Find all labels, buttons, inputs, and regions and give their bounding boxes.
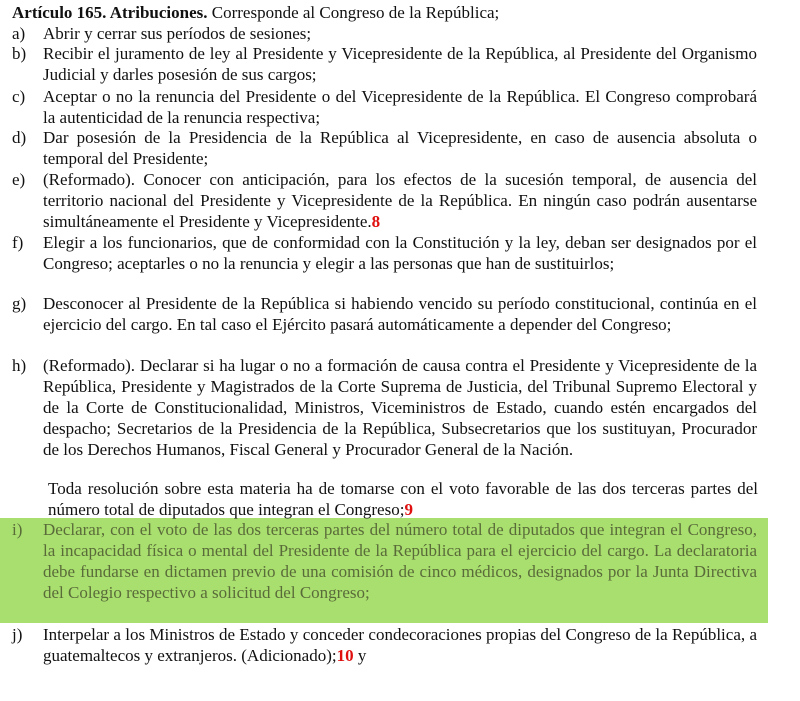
item-text-wrap: [43, 169, 757, 232]
item-g: [12, 293, 757, 335]
item-text-wrap: [43, 624, 757, 666]
item-b: [12, 43, 757, 85]
item-label: g): [12, 294, 27, 313]
item-label: h): [12, 356, 27, 375]
article-intro: Corresponde al Congreso de la República;: [207, 3, 500, 22]
item-label: d): [12, 128, 27, 147]
item-h-note: [48, 478, 758, 520]
item-text: Interpelar a los Ministros de Estado y conceder condecoraciones propias del Congreso de la República, a guatemaltecos y extranjeros. (Adicionado);: [43, 625, 757, 665]
item-text: Dar posesión de la Presidencia de la República al Vicepresidente, en caso de ausencia absoluta o temporal del Presidente;: [43, 128, 757, 168]
item-j: [12, 624, 757, 666]
item-c: [12, 86, 757, 128]
footnote-ref: 9: [404, 500, 413, 519]
item-a: [12, 23, 757, 44]
item-text: Elegir a los funcionarios, que de conformidad con la Constitución y la ley, deban ser designados por el Congreso; aceptarles o no la renuncia y elegir a las personas que han de sustituirlos;: [43, 233, 757, 273]
item-h: [12, 355, 757, 460]
item-text: Declarar, con el voto de las dos terceras partes del número total de diputados que integran el Congreso, la incapacidad física o mental del Presidente de la República para el ejercicio del cargo. La declaratoria debe fundarse en dictamen previo de una comisión de cinco médicos, designados por la Junta Directiva del Colegio respectivo a solicitud del Congreso;: [43, 520, 757, 602]
article-heading: [12, 2, 792, 23]
item-text: Aceptar o no la renuncia del Presidente o del Vicepresidente de la República. El Congreso comprobará la autenticidad de la renuncia respectiva;: [43, 87, 757, 127]
item-text: Abrir y cerrar sus períodos de sesiones;: [43, 24, 312, 43]
item-label: e): [12, 170, 26, 189]
item-f: [12, 232, 757, 274]
item-label: i): [12, 520, 23, 539]
article-title: Artículo 165. Atribuciones.: [12, 3, 208, 22]
item-label: j): [12, 625, 23, 644]
item-text: (Reformado). Conocer con anticipación, para los efectos de la sucesión temporal, de ausencia del territorio nacional del Presidente y Vicepresidente de la República. En ningún caso podrán ausentarse simultáneamente el Presidente y Vicepresidente.: [43, 170, 757, 231]
footnote-ref: 8: [371, 212, 381, 231]
item-d: [12, 127, 757, 169]
item-label: a): [12, 24, 26, 43]
footnote-ref: 10: [336, 646, 354, 665]
item-label: f): [12, 233, 24, 252]
item-label: c): [12, 87, 26, 106]
item-e: [12, 169, 757, 232]
item-label: b): [12, 44, 27, 63]
item-text: Desconocer al Presidente de la República si habiendo vencido su período constitucional, continúa en el ejercicio del cargo. En tal caso el Ejército pasará automáticamente a depender del Congreso;: [43, 294, 757, 334]
note-text: Toda resolución sobre esta materia ha de tomarse con el voto favorable de las dos terceras partes del número total de diputados que integran el Congreso;: [48, 479, 758, 519]
item-text: Recibir el juramento de ley al Presidente y Vicepresidente de la República, al Presidente del Organismo Judicial y darles posesión de sus cargos;: [43, 44, 757, 84]
item-text: (Reformado). Declarar si ha lugar o no a formación de causa contra el Presidente y Vicepresidente de la República, Presidente y Magistrados de la Corte Suprema de Justicia, del Tribunal Supremo Electoral y de la Corte de Constitucionalidad, Ministros, Viceministros de Estado, cuando estén encargados del despacho; Secretarios de la Presidencia de la República, Subsecretarios que los sustituyan, Procurador de los Derechos Humanos, Fiscal General y Procurador General de la Nación.: [43, 356, 757, 459]
item-i: [12, 519, 757, 603]
item-tail: y: [353, 646, 367, 665]
